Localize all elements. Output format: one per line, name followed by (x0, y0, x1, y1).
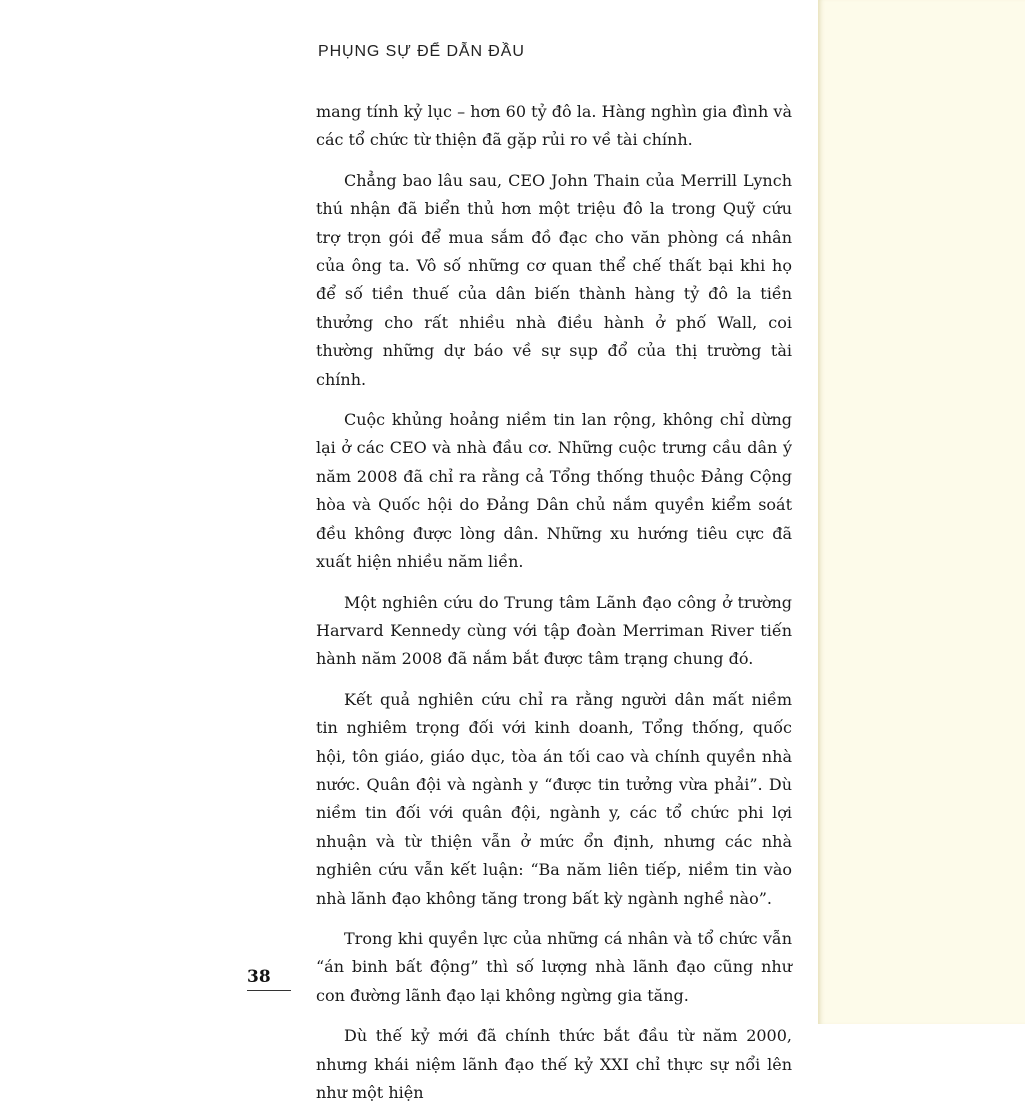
page-number: 38 (247, 967, 271, 987)
paragraph: Trong khi quyền lực của những cá nhân và tổ chức vẫn “án binh bất động” thì số lượng nhà lãnh đạo cũng như con đường lãnh đạo lại không ngừng gia tăng. (316, 928, 792, 1005)
body-text (316, 98, 792, 1119)
paragraph: Kết quả nghiên cứu chỉ ra rằng người dân mất niềm tin nghiêm trọng đối với kinh doanh, Tổng thống, quốc hội, tôn giáo, giáo dục, tòa án tối cao và chính quyền nhà nước. Quân đội và ngành y “được tin tưởng vừa phải”. Dù niềm tin đối với quân đội, ngành y, các tổ chức phi lợi nhuận và từ thiện vẫn ở mức ổn định, nhưng các nhà nghiên cứu vẫn kết luận: “Ba năm liên tiếp, niềm tin vào nhà lãnh đạo không tăng trong bất kỳ ngành nghề nào”. (316, 689, 792, 908)
running-header: PHỤNG SỰ ĐỂ DẪN ĐẦU (318, 43, 525, 60)
page-edge (818, 0, 1025, 1024)
paragraph: Một nghiên cứu do Trung tâm Lãnh đạo công ở trường Harvard Kennedy cùng với tập đoàn Merriman River tiến hành năm 2008 đã nắm bắt được tâm trạng chung đó. (316, 592, 792, 669)
paragraph: mang tính kỷ lục – hơn 60 tỷ đô la. Hàng nghìn gia đình và các tổ chức từ thiện đã gặp rủi ro về tài chính. (316, 102, 792, 150)
paragraph: Dù thế kỷ mới đã chính thức bắt đầu từ năm 2000, nhưng khái niệm lãnh đạo thế kỷ XXI chỉ thực sự nổi lên như một hiện (316, 1026, 792, 1102)
paragraph: Chẳng bao lâu sau, CEO John Thain của Merrill Lynch thú nhận đã biển thủ hơn một triệu đô la trong Quỹ cứu trợ trọn gói để mua sắm đồ đạc cho văn phòng cá nhân của ông ta. Vô số những cơ quan thể chế thất bại khi họ để số tiền thuế của dân biến thành hàng tỷ đô la tiền thưởng cho rất nhiều nhà điều hành ở phố Wall, coi thường những dự báo về sự sụp đổ của thị trường tài chính. (316, 170, 792, 389)
page-number-rule (247, 990, 291, 991)
paragraph: Cuộc khủng hoảng niềm tin lan rộng, không chỉ dừng lại ở các CEO và nhà đầu cơ. Những cuộc trưng cầu dân ý năm 2008 đã chỉ ra rằng cả Tổng thống thuộc Đảng Cộng hòa và Quốc hội do Đảng Dân chủ nắm quyền kiểm soát đều không được lòng dân. Những xu hướng tiêu cực đã xuất hiện nhiều năm liền. (316, 410, 792, 572)
